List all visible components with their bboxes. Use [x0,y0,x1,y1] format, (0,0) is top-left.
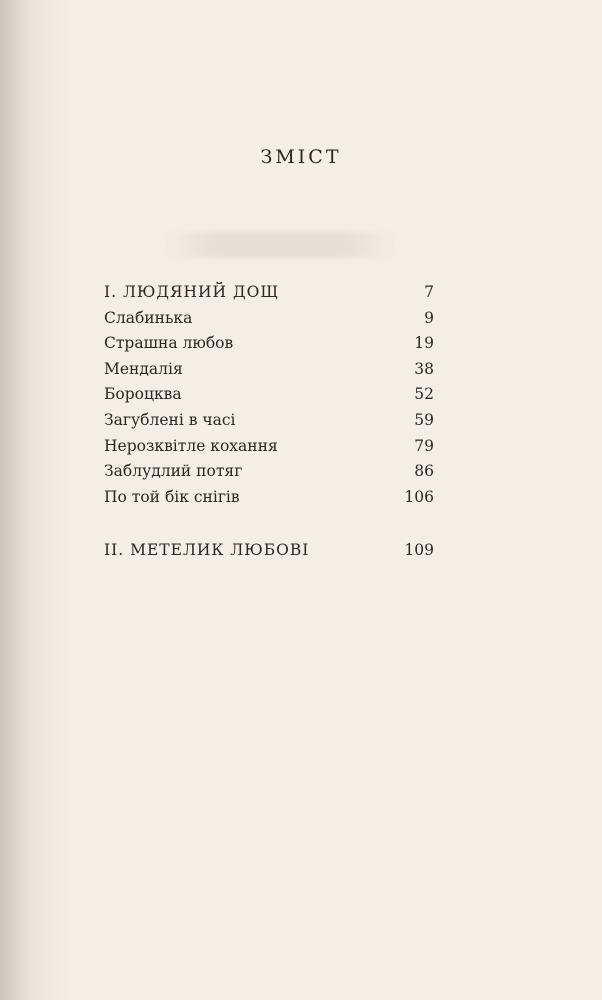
toc-entry[interactable] [104,306,434,332]
toc-entry-label: Бороцква [104,385,182,404]
toc-section-1-label: І. ЛЮДЯНИЙ ДОЩ [104,283,280,301]
toc-entry-label: Мендалія [104,359,183,378]
toc-entry[interactable] [104,485,434,511]
toc-entry-label: Слабинька [104,308,193,327]
toc-entry[interactable] [104,382,434,408]
toc-section-1[interactable] [104,280,434,306]
toc-entry-page: 106 [404,487,434,506]
toc-entry-page: 59 [414,410,434,429]
toc-entry-label: По той бік снігів [104,487,240,506]
toc-entry[interactable] [104,357,434,383]
toc-section-2-page: 109 [404,541,434,560]
table-of-contents [104,280,434,564]
toc-section-2[interactable] [104,538,434,564]
toc-entry-page: 79 [414,436,434,455]
toc-entry-page: 38 [414,359,434,378]
toc-entry-label: Загублені в часі [104,410,236,429]
toc-entry[interactable] [104,459,434,485]
toc-entry-label: Заблудлий потяг [104,462,243,481]
toc-entry-label: Нерозквітле кохання [104,436,278,455]
toc-entry-page: 86 [414,462,434,481]
toc-entry[interactable] [104,434,434,460]
toc-section-1-page: 7 [424,283,434,301]
toc-entry[interactable] [104,408,434,434]
page-title: ЗМІСТ [260,146,342,168]
toc-entry-page: 9 [424,308,434,327]
toc-section-2-label: ІІ. МЕТЕЛИК ЛЮБОВІ [104,541,310,560]
toc-entry-page: 19 [414,334,434,353]
bleed-through-text [160,232,400,258]
toc-entry[interactable] [104,331,434,357]
toc-entry-page: 52 [414,385,434,404]
toc-entry-label: Страшна любов [104,334,234,353]
